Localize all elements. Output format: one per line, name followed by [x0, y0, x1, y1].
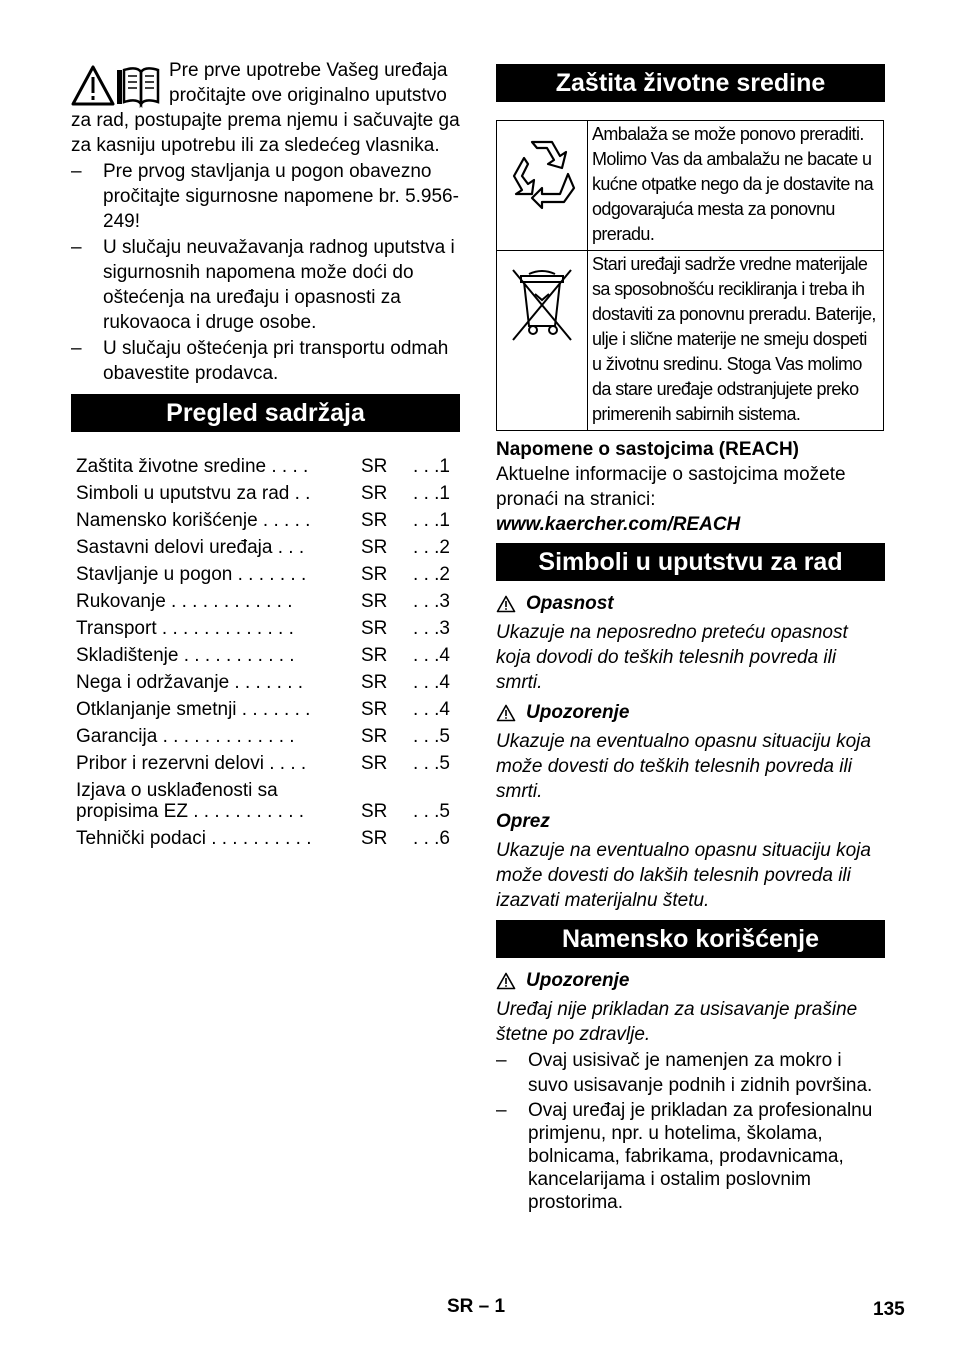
list-item: – Ovaj usisivač je namenjen za mokro i suvo usisavanje podnih i zidnih površina. — [496, 1050, 873, 1096]
symbol-warning — [496, 700, 885, 804]
warning-label: Upozorenje — [526, 970, 630, 991]
reach-link[interactable]: www.kaercher.com/REACH — [496, 514, 741, 535]
list-item: – U slučaju neuvažavanja radnog uputstva i sigurnosnih napomena može doći do oštećenja na uređaju i opasnosti za rukovaoca i druge osobe. — [71, 237, 455, 333]
symbol-label: Opasnost — [526, 593, 614, 614]
reach-title: Napomene o sastojcima (REACH) — [496, 439, 800, 460]
list-item: – Ovaj uređaj je prikladan za profesionalnu primjenu, npr. u hotelima, školama, bolnicama, fabrikama, prodavnicama, kancelarijama i ostalim poslovnim prostorima. — [496, 1100, 873, 1213]
table-row: Simboli u uputstvu za rad . . SR . . .1 — [76, 483, 450, 504]
intro-section — [71, 58, 460, 158]
recycle-icon-cell — [497, 121, 588, 251]
table-row: Rukovanje . . . . . . . . . . . . SR . . .3 — [76, 591, 450, 612]
table-row: Otklanjanje smetnji . . . . . . . SR . . .4 — [76, 699, 450, 720]
table-row: Transport . . . . . . . . . . . . . SR . . .3 — [76, 618, 450, 639]
right-column — [496, 64, 885, 1214]
intro-text: Pre prve upotrebe Vašeg uređaja pročitajte ove originalno uputstvo za rad, postupajte prema njemu i sačuvajte ga za kasniju upotrebu ili za sledećeg vlasnika. — [71, 60, 460, 156]
crossed-bin-text: Stari uređaji sadrže vredne materijale sa sposobnošću recikliranja i treba ih dostaviti za ponovnu preradu. Baterije, ulje i slične materije ne smeju dospeti u životnu sredinu. Stoga Vas molimo da stare uređaje odstranjujete preko primerenih sabirnih sistema. — [588, 251, 884, 431]
symbols-heading: Simboli u uputstvu za rad — [496, 543, 885, 581]
intro-icons — [71, 64, 163, 108]
warning-triangle-icon — [496, 972, 516, 990]
warning-text: Uređaj nije prikladan za usisavanje prašine štetne po zdravlje. — [496, 999, 858, 1045]
table-row: Tehnički podaci . . . . . . . . . . SR . . .6 — [76, 828, 450, 849]
table-row: Namensko korišćenje . . . . . SR . . .1 — [76, 510, 450, 531]
table-row: Sastavni delovi uređaja . . . SR . . .2 — [76, 537, 450, 558]
symbol-caution — [496, 809, 885, 913]
left-column — [71, 58, 460, 849]
table-row: Garancija . . . . . . . . . . . . . SR . . .5 — [76, 726, 450, 747]
recycle-icon — [502, 132, 582, 212]
warning-triangle-icon — [496, 704, 516, 722]
symbol-label: Upozorenje — [526, 702, 630, 723]
table-row: Pribor i rezervni delovi . . . . SR . . .5 — [76, 753, 450, 774]
recycle-text: Ambalaža se može ponovo preraditi. Molimo Vas da ambalažu ne bacate u kućne otpatke nego da je dostavite na odgovarajuća mesta za ponovnu preradu. — [588, 121, 884, 251]
intended-use-heading: Namensko korišćenje — [496, 920, 885, 958]
symbol-description: Ukazuje na eventualno opasnu situaciju koja može dovesti do lakših telesnih povreda ili izazvati materijalnu štetu. — [496, 840, 871, 911]
table-row: Stavljanje u pogon . . . . . . . SR . . .2 — [76, 564, 450, 585]
table-row — [497, 251, 884, 431]
symbol-description: Ukazuje na eventualno opasnu situaciju koja može dovesti do teških telesnih povreda ili smrti. — [496, 731, 871, 802]
crossed-bin-icon — [511, 264, 573, 344]
intended-use-bullet-list — [496, 1048, 885, 1214]
page-number: 135 — [873, 1299, 905, 1320]
list-item: – Pre prvog stavljanja u pogon obavezno pročitajte sigurnosne napomene br. 5.956-249! — [71, 161, 459, 232]
list-item: – U slučaju oštećenja pri transportu odmah obavestite prodavca. — [71, 338, 449, 384]
warning-triangle-icon — [496, 595, 516, 613]
symbol-label: Oprez — [496, 811, 550, 832]
table-row: Skladištenje . . . . . . . . . . . SR . . .4 — [76, 645, 450, 666]
environment-heading: Zaštita životne sredine — [496, 64, 885, 102]
intended-use-warning — [496, 968, 885, 1047]
crossed-bin-icon-cell — [497, 251, 588, 431]
reach-text: Aktuelne informacije o sastojcima možete pronaći na stranici: — [496, 464, 846, 510]
intro-bullet-list — [71, 159, 460, 386]
environment-table — [496, 120, 884, 431]
table-row: Zaštita životne sredine . . . . SR . . .1 — [76, 456, 450, 477]
toc-heading: Pregled sadržaja — [71, 394, 460, 432]
symbol-description: Ukazuje na neposredno preteću opasnost koja dovodi do teških telesnih povreda ili smrti. — [496, 622, 848, 693]
footer-language-page: SR – 1 — [447, 1296, 506, 1317]
symbol-danger — [496, 591, 885, 695]
table-row: Nega i održavanje . . . . . . . SR . . .4 — [76, 672, 450, 693]
table-of-contents — [71, 450, 460, 849]
table-row: Izjava o usklađenosti sa propisima EZ . . . . . . . . . . . SR . . .5 — [76, 780, 450, 822]
table-row — [497, 121, 884, 251]
warning-read-manual-icon — [71, 64, 163, 108]
